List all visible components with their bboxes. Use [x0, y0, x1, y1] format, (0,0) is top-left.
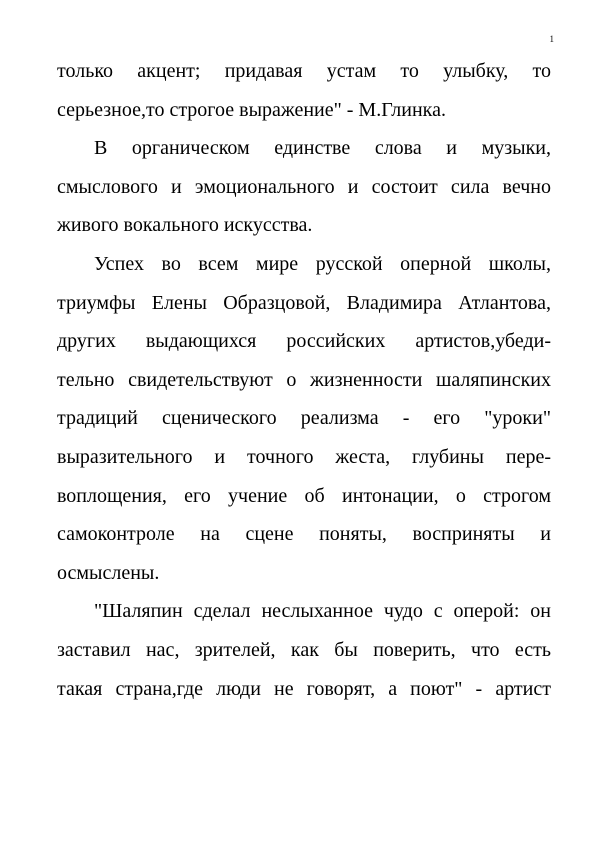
paragraph [57, 52, 551, 129]
text-line: только акцент; придавая устам то улыбку, то [57, 60, 551, 82]
paragraph [57, 245, 551, 592]
text-line: серьезное,то строгое выражение" - М.Глинка. [57, 98, 446, 121]
text-line: живого вокального искусства. [57, 214, 313, 237]
text-line: самоконтроле на сцене поняты, восприняты и [57, 523, 551, 546]
text-line: такая страна,где люди не говорят, а поют" - артист [57, 677, 551, 700]
text-line: традиций сценического реализма - его "уроки" [57, 407, 551, 430]
text-line: заставил нас, зрителей, как бы поверить, что есть [57, 638, 551, 661]
text-line: триумфы Елены Образцовой, Владимира Атлантова, [57, 291, 551, 314]
page-number: 1 [549, 34, 554, 44]
paragraph [57, 129, 551, 245]
text-line: выразительного и точного жеста, глубины пере- [57, 445, 551, 468]
body-text [57, 52, 551, 708]
paragraph [57, 592, 551, 708]
text-line: осмыслены. [57, 561, 160, 584]
text-line: других выдающихся российских артистов,убеди- [57, 330, 551, 353]
text-line: смыслового и эмоционального и состоит сила вечно [57, 175, 551, 198]
text-line: Успех во всем мире русской оперной школы, [94, 252, 551, 275]
text-line: тельно свидетельствуют о жизненности шаляпинских [57, 368, 551, 391]
text-line: "Шаляпин сделал неслыханное чудо с оперой: он [94, 600, 551, 623]
text-line: В органическом единстве слова и музыки, [94, 137, 551, 160]
text-line: воплощения, его учение об интонации, о строгом [57, 484, 551, 507]
